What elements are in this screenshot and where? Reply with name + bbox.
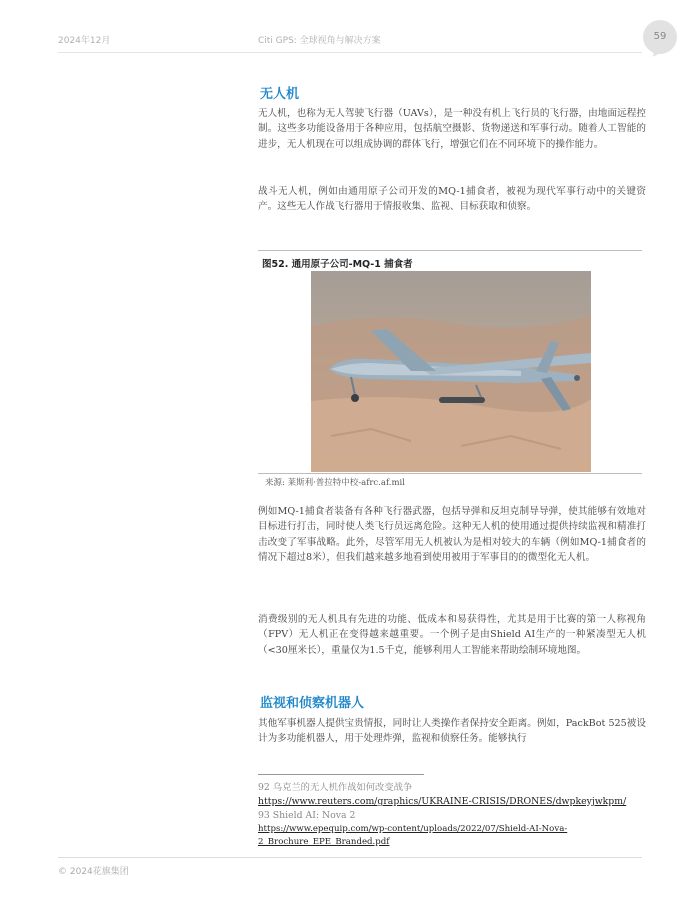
footnote-93-link-line1[interactable]: https://www.epequip.com/wp-content/uploads/2022/07/Shield-AI-Nova- [258,824,568,834]
paragraph-drones-intro: 无人机，也称为无人驾驶飞行器（UAVs），是一种没有机上飞行员的飞行器，由地面远程控制。这些多功能设备用于各种应用，包括航空摄影、货物递送和军事行动。随着人工智能的进步，无人机现在可以组成协调的群体飞行，增强它们在不同环境下的操作能力。 [258,108,646,150]
section-heading-robots: 监视和侦察机器人 [260,696,365,711]
figure-bottom-rule [258,473,642,474]
footnote-rule [258,774,424,775]
figure-source: 来源: 莱斯利·普拉特中校-afrc.af.mil [265,478,405,488]
mq1-predator-photo [311,271,591,472]
section-heading-drones: 无人机 [260,87,300,102]
header-divider [58,52,642,53]
header-date: 2024年12月 [58,36,111,46]
figure-title: 图52. 通用原子公司-MQ-1 捕食者 [262,259,413,270]
paragraph-consumer-drones: 消费级别的无人机具有先进的功能、低成本和易获得性，尤其是用于比赛的第一人称视角（FPV）无人机正在变得越来越重要。一个例子是由Shield AI生产的一种紧凑型无人机（<30厘米长），重量仅为1.5千克，能够利用人工智能来帮助绘制环境地图。 [258,614,646,656]
footnote-92-link[interactable]: https://www.reuters.com/graphics/UKRAINE-CRISIS/DRONES/dwpkeyjwkpm/ [258,796,627,807]
footer-copyright: © 2024花旗集团 [58,867,129,877]
footnote-93-label: 93 Shield AI: Nova 2 [258,810,356,821]
paragraph-mq1-weapons: 例如MQ-1捕食者装备有各种飞行器武器，包括导弹和反坦克制导导弹，使其能够有效地对目标进行打击，同时使人类飞行员远离危险。这种无人机的使用通过提供持续监视和精准打击改变了军事战略。此外，尽管军用无人机被认为是相对较大的车辆（例如MQ-1捕食者的情况下超过8米），但我们越来越多地看到使用被用于军事目的的微型化无人机。 [258,506,646,563]
header-title: Citi GPS: 全球视角与解决方案 [258,36,381,46]
footnote-93-link-line2[interactable]: 2_Brochure_EPE_Branded.pdf [258,837,390,847]
footer-divider [58,857,642,858]
page-number-badge: 59 [643,20,677,54]
footnote-92-label: 92 乌克兰的无人机作战如何改变战争 [258,782,413,793]
figure-top-rule [258,250,642,251]
paragraph-robots: 其他军事机器人提供宝贵情报，同时让人类操作者保持安全距离。例如，PackBot 525被设计为多功能机器人，用于处理炸弹，监视和侦察任务。能够执行 [258,718,646,745]
paragraph-combat-drones: 战斗无人机，例如由通用原子公司开发的MQ-1捕食者，被视为现代军事行动中的关键资产。这些无人作战飞行器用于情报收集、监视、目标获取和侦察。 [258,186,646,213]
